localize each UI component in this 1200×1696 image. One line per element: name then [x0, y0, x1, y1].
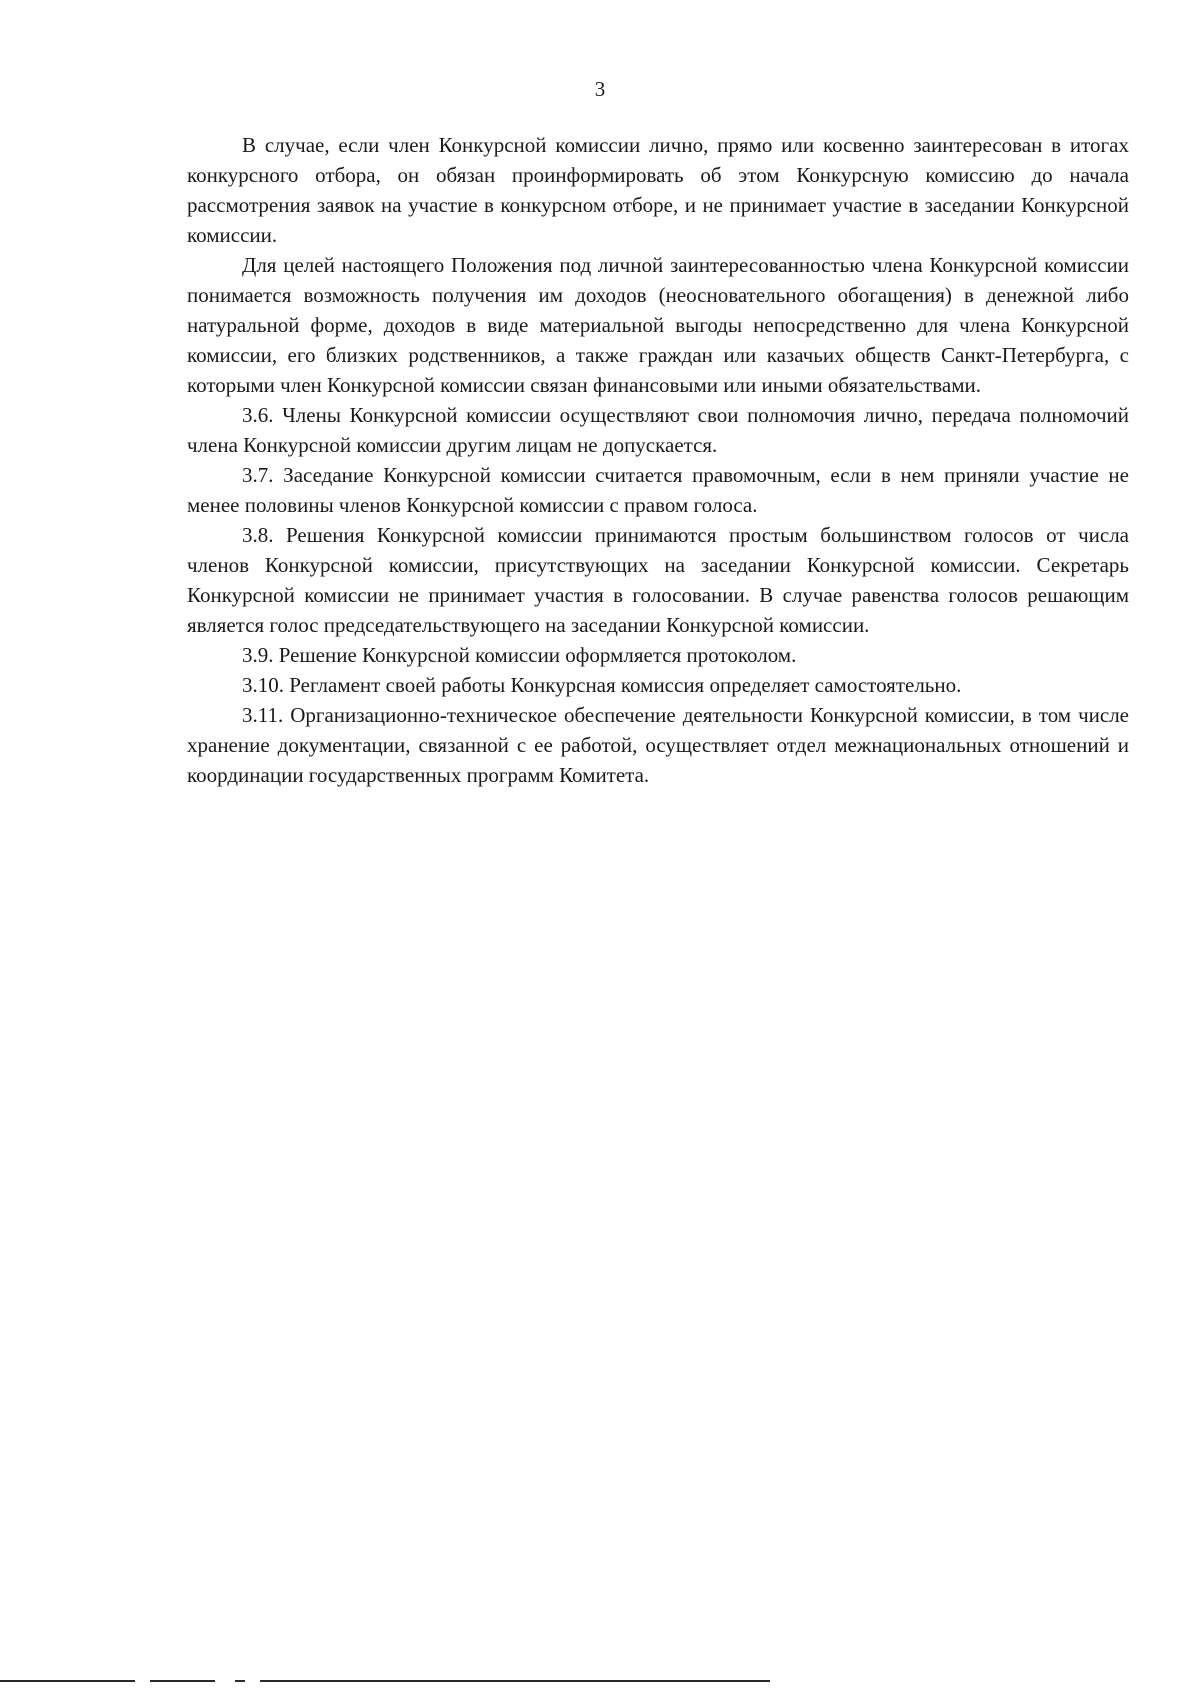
- scan-edge-line: [260, 1680, 770, 1682]
- scan-edge-line: [150, 1680, 215, 1682]
- paragraph-conflict-of-interest: В случае, если член Конкурсной комиссии лично, прямо или косвенно заинтересован в итогах конкурсного отбора, он обязан проинформировать об этом Конкурсную комиссию до начала рассмотрения заявок на участие в конкурсном отборе, и не принимает участие в заседании Конкурсной комиссии.: [187, 133, 1129, 247]
- paragraph-3-11: 3.11. Организационно-техническое обеспечение деятельности Конкурсной комиссии, в том числе хранение документации, связанной с ее работой, осуществляет отдел межнациональных отношений и координации государственных программ Комитета.: [187, 703, 1129, 787]
- paragraph-3-8: 3.8. Решения Конкурсной комиссии принимаются простым большинством голосов от числа членов Конкурсной комиссии, присутствующих на заседании Конкурсной комиссии. Секретарь Конкурсной комиссии не принимает участия в голосовании. В случае равенства голосов решающим является голос председательствующего на заседании Конкурсной комиссии.: [187, 523, 1129, 637]
- page-number: 3: [594, 77, 606, 101]
- paragraph-3-10: 3.10. Регламент своей работы Конкурсная комиссия определяет самостоятельно.: [242, 673, 962, 697]
- paragraph-3-6: 3.6. Члены Конкурсной комиссии осуществляют свои полномочия лично, передача полномочий члена Конкурсной комиссии другим лицам не допускается.: [187, 403, 1129, 457]
- body-text: [187, 130, 1129, 790]
- paragraph-3-9: 3.9. Решение Конкурсной комиссии оформляется протоколом.: [242, 643, 797, 667]
- paragraph-personal-interest-definition: Для целей настоящего Положения под личной заинтересованностью члена Конкурсной комиссии понимается возможность получения им доходов (неосновательного обогащения) в денежной либо натуральной форме, доходов в виде материальной выгоды непосредственно для члена Конкурсной комиссии, его близких родственников, а также граждан или казачьих обществ Санкт-Петербурга, с которыми член Конкурсной комиссии связан финансовыми или иными обязательствами.: [187, 253, 1129, 397]
- paragraph-3-7: 3.7. Заседание Конкурсной комиссии считается правомочным, если в нем приняли участие не менее половины членов Конкурсной комиссии с правом голоса.: [187, 463, 1129, 517]
- scan-edge-line: [235, 1680, 245, 1682]
- scan-edge-line: [0, 1680, 135, 1682]
